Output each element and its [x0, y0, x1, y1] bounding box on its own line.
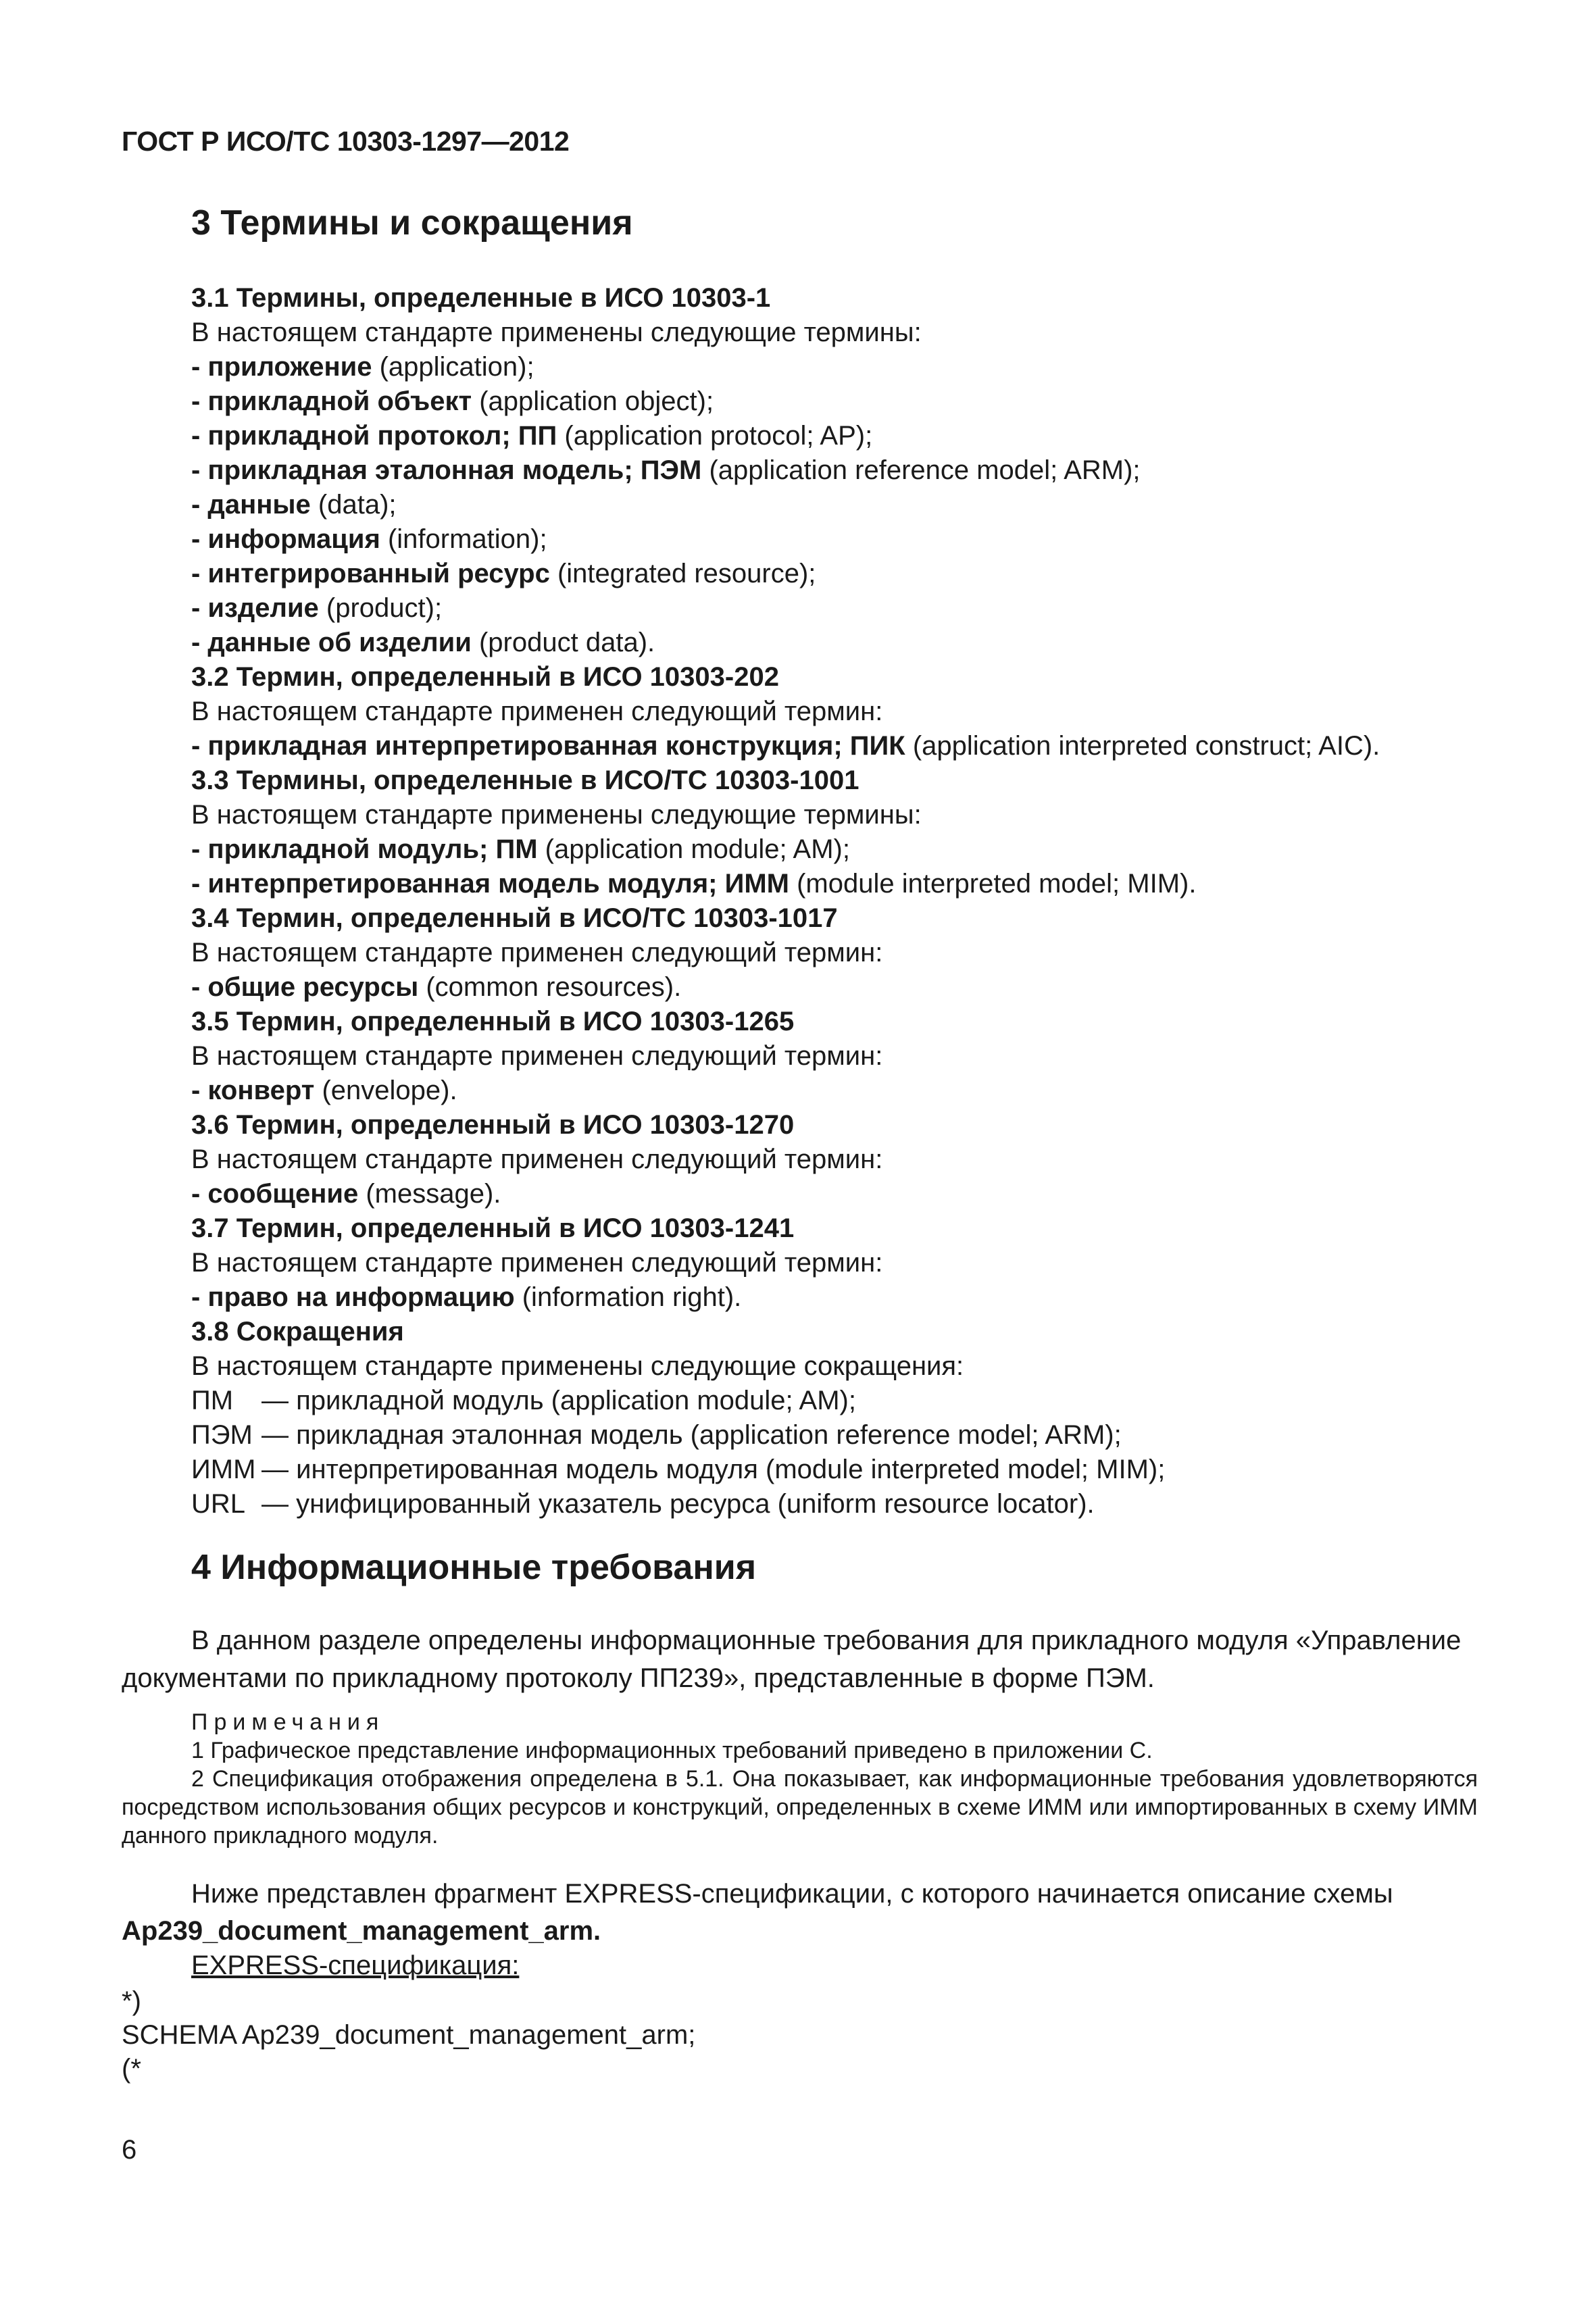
- term-translation: (common resources).: [418, 972, 682, 1002]
- term-item: [191, 522, 1509, 557]
- term-name: - сообщение: [191, 1179, 359, 1209]
- term-translation: (integrated resource);: [549, 559, 816, 588]
- subsection-3-6-title: 3.6 Термин, определенный в ИСО 10303-1270: [191, 1110, 795, 1140]
- subsection-3-2-title: 3.2 Термин, определенный в ИСО 10303-202: [191, 662, 779, 692]
- abbreviation-definition: — интерпретированная модель модуля (module interpreted model; MIM);: [261, 1455, 1166, 1484]
- section-3-heading: 3 Термины и сокращения: [191, 203, 633, 243]
- term-name: - прикладной объект: [191, 386, 472, 416]
- subsection-3-5-intro: В настоящем стандарте применен следующий термин:: [191, 1041, 883, 1071]
- term-translation: (product data).: [471, 628, 655, 657]
- term-translation: (envelope).: [314, 1076, 457, 1105]
- term-name: - данные об изделии: [191, 628, 472, 657]
- term-item: [191, 419, 1509, 453]
- term-item: [191, 1177, 1509, 1211]
- subsection-3-8-intro: В настоящем стандарте применены следующие сокращения:: [191, 1351, 964, 1381]
- term-item: [191, 1074, 1509, 1108]
- express-intro-text: Ниже представлен фрагмент EXPRESS-спецификации, с которого начинается описание схемы: [191, 1879, 1393, 1909]
- term-item: [191, 1280, 1509, 1315]
- section-4-heading: 4 Информационные требования: [191, 1548, 757, 1587]
- term-item: [191, 384, 1509, 419]
- code-line: (*: [122, 2054, 141, 2084]
- term-name: - общие ресурсы: [191, 972, 419, 1002]
- abbreviation-item: [191, 1384, 1509, 1418]
- term-name: - право на информацию: [191, 1282, 515, 1312]
- abbreviation-definition: — прикладной модуль (application module; AM);: [261, 1386, 856, 1415]
- subsection-3-8-title: 3.8 Сокращения: [191, 1317, 404, 1347]
- abbreviation-definition: — унифицированный указатель ресурса (uniform resource locator).: [261, 1489, 1095, 1519]
- schema-name: Ap239_document_management_arm.: [122, 1916, 601, 1946]
- term-translation: (application interpreted construct; AIC).: [905, 731, 1380, 761]
- subsection-3-2-intro: В настоящем стандарте применен следующий термин:: [191, 697, 883, 726]
- term-translation: (application protocol; AP);: [557, 421, 873, 451]
- notes-title: Примечания: [191, 1709, 385, 1735]
- term-item: [191, 729, 1509, 763]
- code-line: *): [122, 1986, 141, 2016]
- section-4-paragraph: В данном разделе определены информационные требования для прикладного модуля «Управление документами по прикладному протоколу ПП239», представленные в форме ПЭМ.: [122, 1626, 1462, 1693]
- term-item: [191, 867, 1509, 901]
- term-translation: (application module; AM);: [537, 834, 850, 864]
- term-translation: (data);: [310, 490, 397, 520]
- subsection-3-7-intro: В настоящем стандарте применен следующий термин:: [191, 1248, 883, 1278]
- abbreviation-code: URL: [191, 1489, 246, 1519]
- abbreviation-item: [191, 1487, 1509, 1521]
- term-name: - информация: [191, 524, 380, 554]
- term-item: [191, 832, 1509, 867]
- note-2: 2 Спецификация отображения определена в 5.1. Она показывает, как информационные требования удовлетворяются посредством использования общих ресурсов и конструкций, определенных в схеме ИММ или импортированных в схему ИММ данного прикладного модуля.: [122, 1766, 1478, 1848]
- term-translation: (information);: [380, 524, 547, 554]
- term-name: - приложение: [191, 352, 372, 382]
- document-code-header: ГОСТ Р ИСО/ТС 10303-1297—2012: [122, 126, 570, 157]
- express-intro-paragraph: [122, 1876, 1478, 1950]
- term-translation: (application reference model; ARM);: [701, 455, 1141, 485]
- note-1: 1 Графическое представление информационных требований приведено в приложении С.: [191, 1738, 1153, 1763]
- term-translation: (module interpreted model; MIM).: [789, 869, 1197, 899]
- term-item: [191, 453, 1509, 488]
- term-item: [191, 350, 1509, 384]
- express-spec-label: EXPRESS-спецификация:: [191, 1951, 520, 1980]
- terms-list: [191, 281, 1509, 1521]
- page-number: 6: [122, 2135, 137, 2165]
- term-name: - прикладная эталонная модель; ПЭМ: [191, 455, 702, 485]
- term-name: - интегрированный ресурс: [191, 559, 550, 588]
- abbreviation-definition: — прикладная эталонная модель (application reference model; ARM);: [261, 1420, 1122, 1450]
- abbreviation-item: [191, 1453, 1509, 1487]
- term-translation: (message).: [358, 1179, 501, 1209]
- subsection-3-1-title: 3.1 Термины, определенные в ИСО 10303-1: [191, 283, 771, 313]
- term-name: - прикладная интерпретированная конструкция; ПИК: [191, 731, 905, 761]
- term-translation: (application);: [372, 352, 534, 382]
- term-translation: (product);: [318, 593, 443, 623]
- term-name: - данные: [191, 490, 311, 520]
- subsection-3-4-title: 3.4 Термин, определенный в ИСО/ТС 10303-1017: [191, 903, 838, 933]
- term-name: - конверт: [191, 1076, 315, 1105]
- term-name: - прикладной протокол; ПП: [191, 421, 557, 451]
- abbreviation-code: ПЭМ: [191, 1420, 253, 1450]
- subsection-3-5-title: 3.5 Термин, определенный в ИСО 10303-1265: [191, 1007, 795, 1036]
- abbreviation-code: ИММ: [191, 1455, 256, 1484]
- notes-block: [122, 1708, 1478, 1850]
- term-translation: (application object);: [472, 386, 714, 416]
- term-item: [191, 591, 1509, 626]
- code-line: SCHEMA Ap239_document_management_arm;: [122, 2020, 696, 2050]
- subsection-3-6-intro: В настоящем стандарте применен следующий термин:: [191, 1145, 883, 1174]
- term-name: - интерпретированная модель модуля; ИММ: [191, 869, 789, 899]
- abbreviation-item: [191, 1418, 1509, 1453]
- subsection-3-4-intro: В настоящем стандарте применен следующий термин:: [191, 938, 883, 967]
- term-item: [191, 488, 1509, 522]
- term-translation: (information right).: [514, 1282, 742, 1312]
- term-item: [191, 970, 1509, 1005]
- subsection-3-1-intro: В настоящем стандарте применены следующие термины:: [191, 318, 922, 347]
- term-item: [191, 626, 1509, 660]
- abbreviation-code: ПМ: [191, 1386, 234, 1415]
- subsection-3-3-title: 3.3 Термины, определенные в ИСО/ТС 10303-1001: [191, 765, 859, 795]
- term-name: - изделие: [191, 593, 319, 623]
- term-name: - прикладной модуль; ПМ: [191, 834, 538, 864]
- term-item: [191, 557, 1509, 591]
- subsection-3-7-title: 3.7 Термин, определенный в ИСО 10303-1241: [191, 1213, 795, 1243]
- subsection-3-3-intro: В настоящем стандарте применены следующие термины:: [191, 800, 922, 830]
